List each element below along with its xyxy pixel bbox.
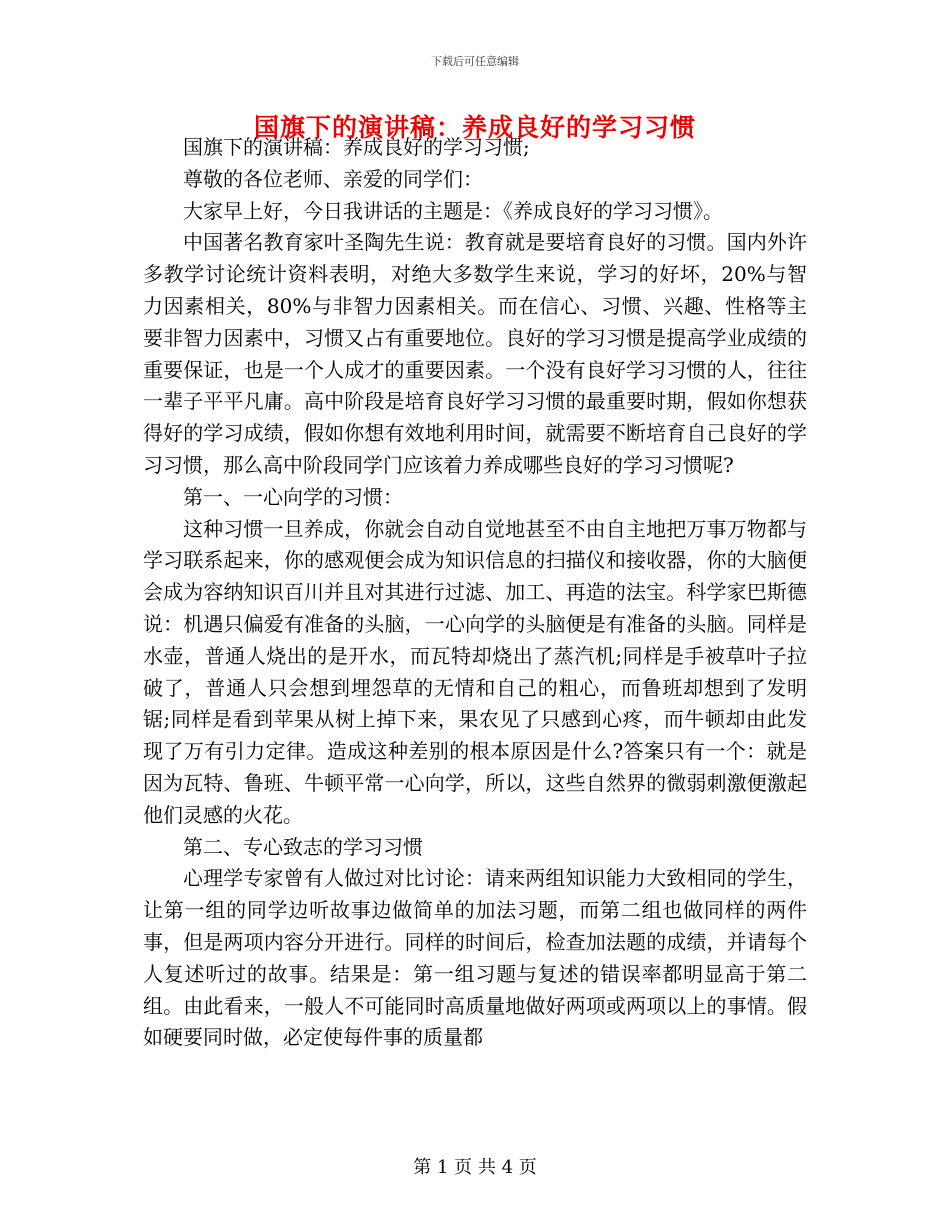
paragraph-section-1: 这种习惯一旦养成，你就会自动自觉地甚至不由自主地把万事万物都与学习联系起来，你的感观便会成为知识信息的扫描仪和接收器，你的大脑便会成为容纳知识百川并且对其进行过滤、加工、再造的法宝。科学家巴斯德说：机遇只偏爱有准备的头脑，一心向学的头脑便是有准备的头脑。同样是水壶，普通人烧出的是开水，而瓦特却烧出了蒸汽机;同样是手被草叶子拉破了，普通人只会想到埋怨草的无情和自己的粗心，而鲁班却想到了发明锯;同样是看到苹果从树上掉下来，果农见了只感到心疼，而牛顿却由此发现了万有引力定律。造成这种差别的根本原因是什么?答案只有一个：就是因为瓦特、鲁班、牛顿平常一心向学，所以，这些自然界的微弱刺激便激起他们灵感的火花。 <box>143 516 807 827</box>
paragraph-intro: 中国著名教育家叶圣陶先生说：教育就是要培育良好的习惯。国内外许多教学讨论统计资料表明，对绝大多数学生来说，学习的好坏，20%与智力因素相关，80%与非智力因素相关。而在信心、习惯、兴趣、性格等主要非智力因素中，习惯又占有重要地位。良好的学习习惯是提高学业成绩的重要保证，也是一个人成才的重要因素。一个没有良好学习习惯的人，往往一辈子平平凡庸。高中阶段是培育良好学习习惯的最重要时期，假如你想获得好的学习成绩，假如你想有效地利用时间，就需要不断培育自己良好的学习习惯，那么高中阶段同学门应该着力养成哪些良好的学习习惯呢? <box>143 230 807 477</box>
page-number-footer: 第 1 页 共 4 页 <box>413 1157 537 1178</box>
section-heading-1: 第一、一心向学的习惯： <box>183 484 403 509</box>
header-note: 下载后可任意编辑 <box>431 55 519 68</box>
paragraph-salutation: 尊敬的各位老师、亲爱的同学们： <box>183 166 483 191</box>
document-title: 国旗下的演讲稿：养成良好的学习习惯 <box>253 113 696 142</box>
document-body <box>143 132 807 1054</box>
paragraph-greeting: 大家早上好，今日我讲话的主题是：《养成良好的学习习惯》。 <box>183 198 723 223</box>
section-heading-2: 第二、专心致志的学习习惯 <box>183 834 423 859</box>
paragraph-section-2: 心理学专家曾有人做过对比讨论：请来两组知识能力大致相同的学生，让第一组的同学边听故事边做简单的加法习题，而第二组也做同样的两件事，但是两项内容分开进行。同样的时间后，检查加法题的成绩，并请每个人复述听过的故事。结果是：第一组习题与复述的错误率都明显高于第二组。由此看来，一般人不可能同时高质量地做好两项或两项以上的事情。假如硬要同时做，必定使每件事的质量都 <box>143 866 807 1050</box>
paragraph-subtitle: 国旗下的演讲稿：养成良好的学习习惯; <box>183 135 530 159</box>
